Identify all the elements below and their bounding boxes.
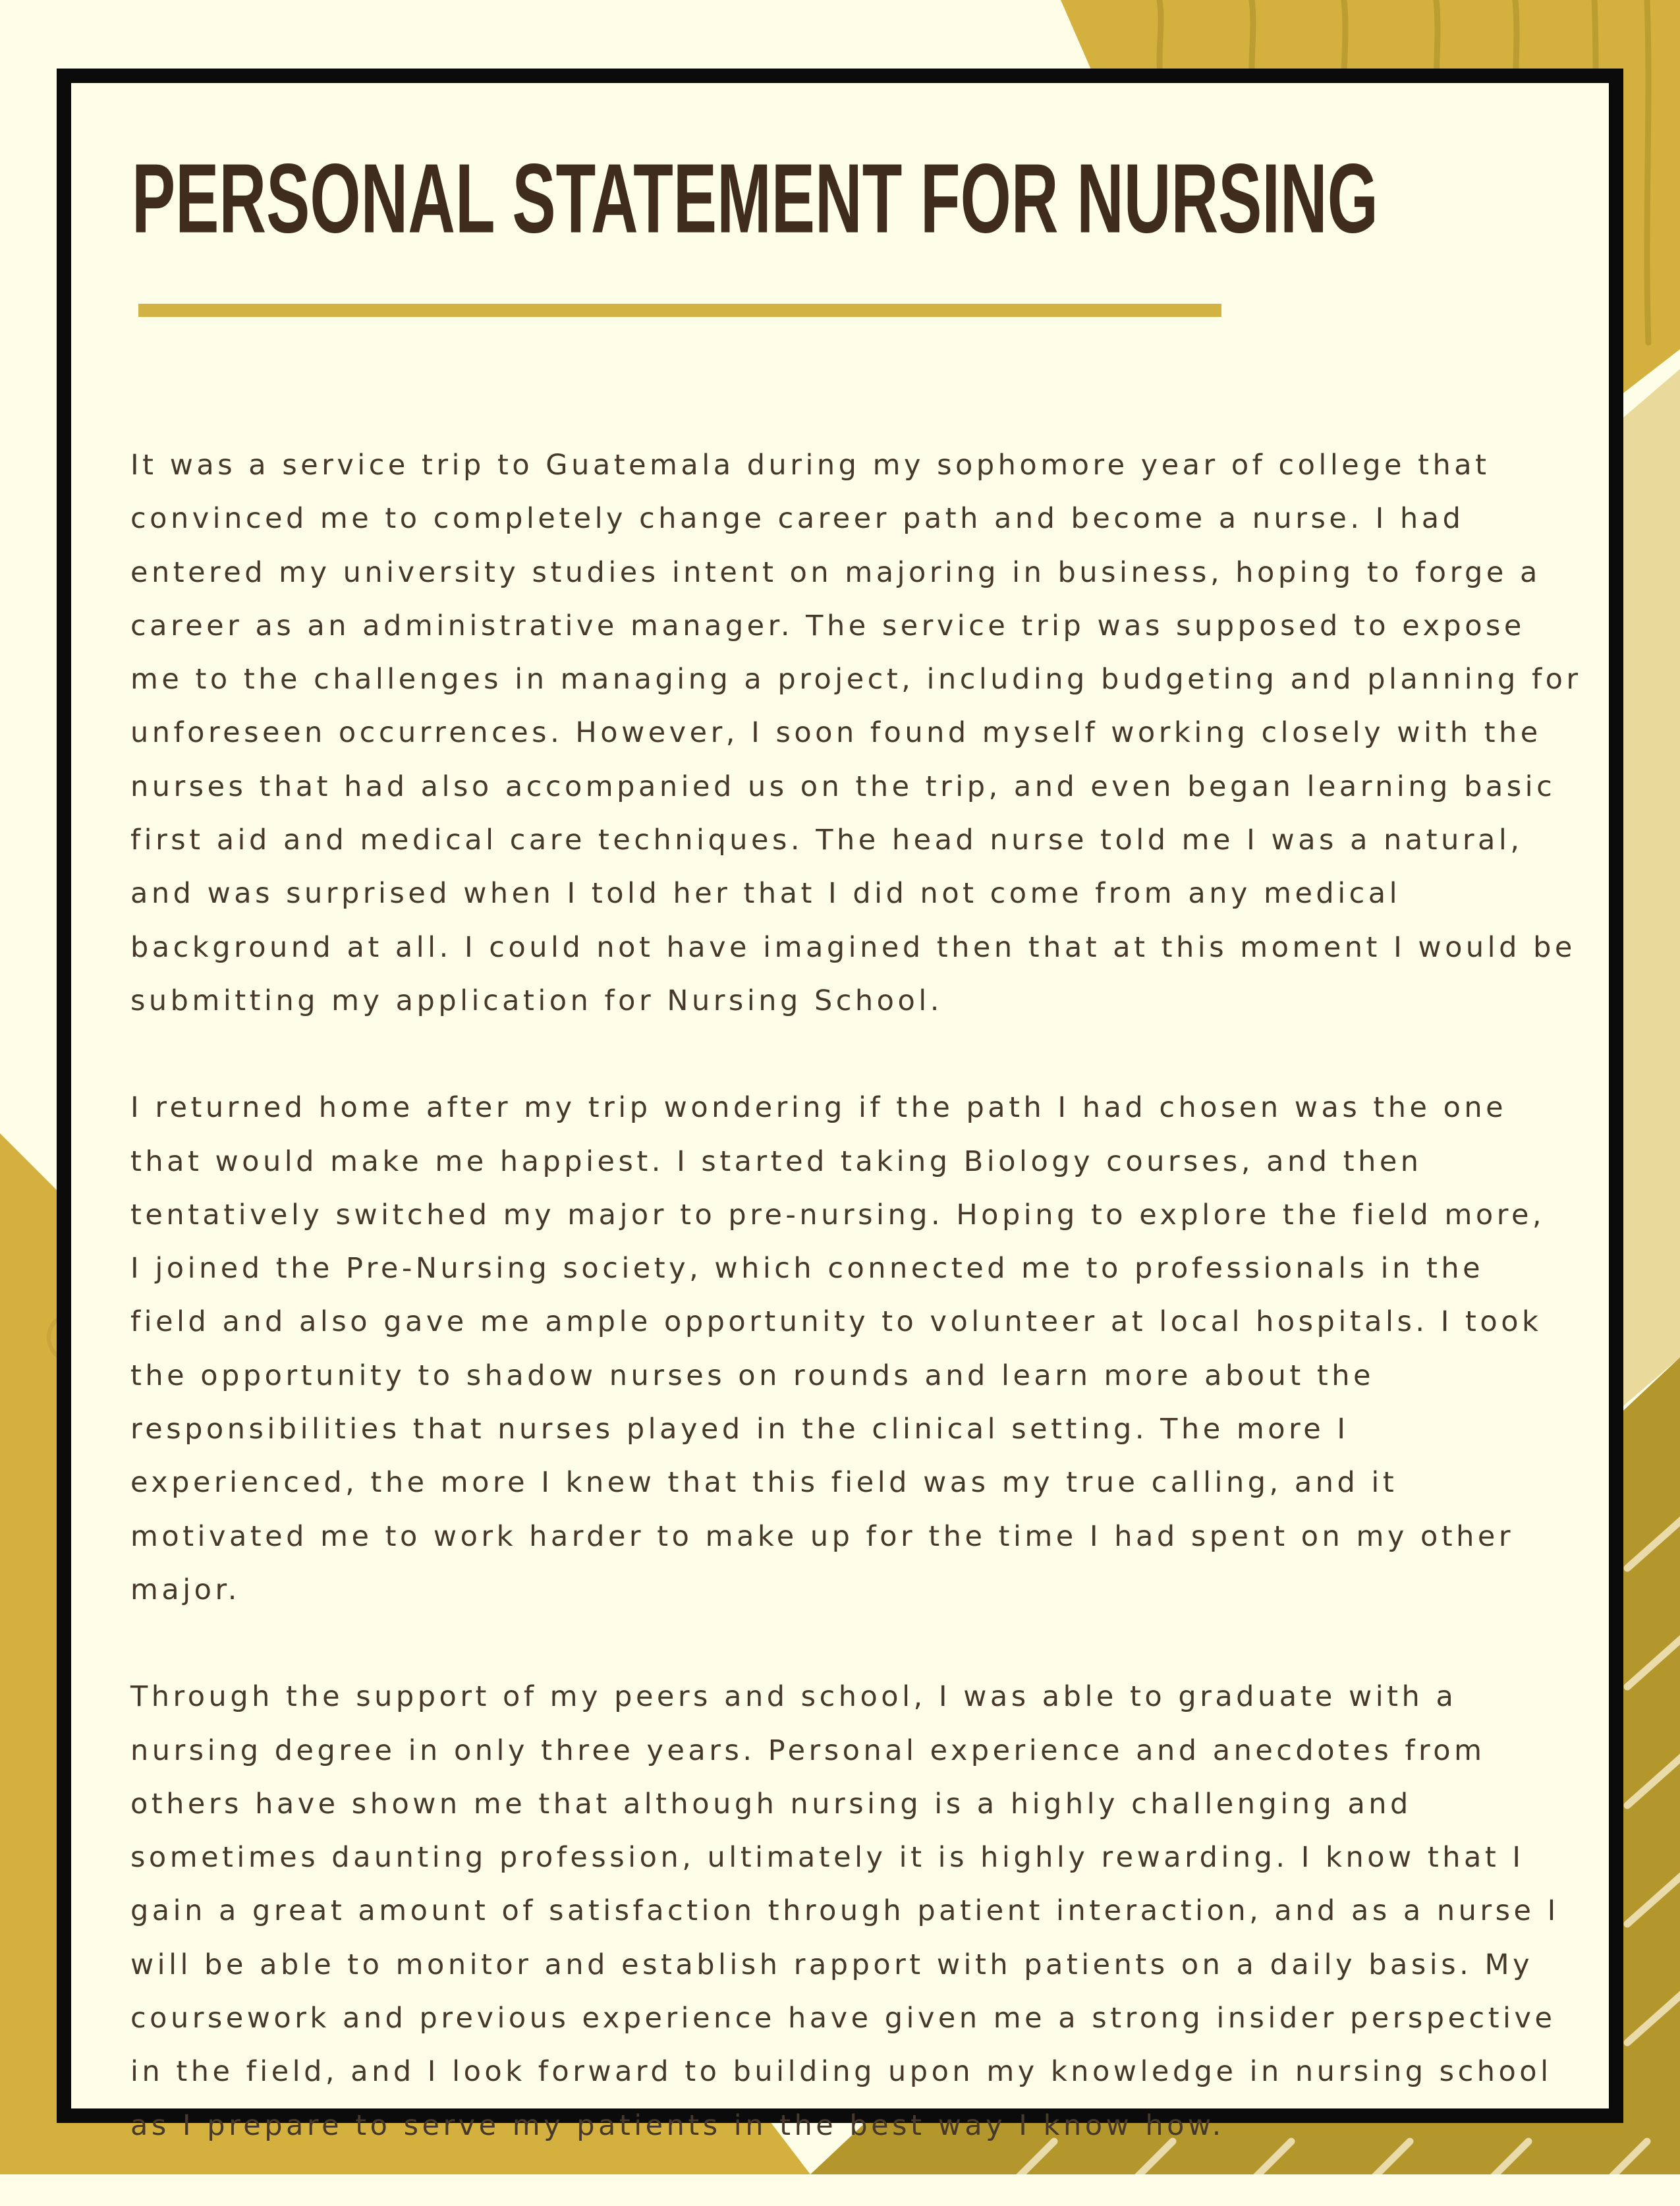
paragraph-line: and was surprised when I told her that I did not come from any medical (130, 877, 1401, 911)
paragraph-line: that would make me happiest. I started taking Biology courses, and then (130, 1145, 1422, 1178)
paragraph-line: entered my university studies intent on majoring in business, hoping to forge a (130, 555, 1541, 589)
paragraph-line: nursing degree in only three years. Personal experience and anecdotes from (130, 1734, 1486, 1767)
paragraph-line: field and also gave me ample opportunity to volunteer at local hospitals. I took (130, 1305, 1542, 1339)
paragraph-line: in the field, and I look forward to building upon my knowledge in nursing school (130, 2055, 1552, 2089)
paragraph-line: submitting my application for Nursing School. (130, 984, 943, 1017)
paragraph-line: Through the support of my peers and school, I was able to graduate with a (130, 1680, 1457, 1714)
paragraph-line: convinced me to completely change career path and become a nurse. I had (130, 502, 1465, 536)
paragraph-line: gain a great amount of satisfaction through patient interaction, and as a nurse I (130, 1894, 1559, 1928)
paragraph-line: me to the challenges in managing a project, including budgeting and planning for (130, 663, 1582, 696)
paragraph-line: coursework and previous experience have given me a strong insider perspective (130, 2002, 1556, 2035)
document-body (130, 439, 1619, 2206)
paragraph-line: motivated me to work harder to make up for the time I had spent on my other (130, 1519, 1515, 1553)
statement-card (57, 69, 1623, 2142)
paragraph-line: background at all. I could not have imagined then that at this moment I would be (130, 930, 1576, 964)
paragraph-line: first aid and medical care techniques. The head nurse told me I was a natural, (130, 824, 1523, 857)
paragraph-line: tentatively switched my major to pre-nursing. Hoping to explore the field more, (130, 1198, 1546, 1231)
paragraph-line: experienced, the more I knew that this field was my true calling, and it (130, 1466, 1398, 1500)
paragraph-line: nurses that had also accompanied us on the trip, and even began learning basic (130, 770, 1556, 803)
paragraph-3 (130, 1670, 1619, 2153)
document-title: PERSONAL STATEMENT FOR NURSING (132, 143, 1378, 254)
paragraph-line: sometimes daunting profession, ultimately it is highly rewarding. I know that I (130, 1841, 1525, 1875)
paragraph-line: will be able to monitor and establish rapport with patients on a daily basis. My (130, 1948, 1534, 1981)
paragraph-line: others have shown me that although nursing is a highly challenging and (130, 1787, 1412, 1821)
paragraph-line: I joined the Pre-Nursing society, which connected me to professionals in the (130, 1252, 1484, 1286)
paragraph-line: as I prepare to serve my patients in the best way I know how. (130, 2108, 1225, 2142)
paragraph-1 (130, 439, 1619, 1028)
paragraph-line: unforeseen occurrences. However, I soon found myself working closely with the (130, 716, 1542, 750)
paragraph-line: responsibilities that nurses played in the clinical setting. The more I (130, 1413, 1349, 1446)
paragraph-line: I returned home after my trip wondering if the path I had chosen was the one (130, 1091, 1507, 1125)
paragraph-line: It was a service trip to Guatemala during my sophomore year of college that (130, 449, 1490, 482)
paragraph-2 (130, 1081, 1619, 1617)
title-underline (138, 304, 1221, 317)
paragraph-line: career as an administrative manager. The service trip was supposed to expose (130, 609, 1525, 642)
paragraph-line: the opportunity to shadow nurses on rounds and learn more about the (130, 1359, 1374, 1392)
paragraph-line: major. (130, 1573, 240, 1606)
